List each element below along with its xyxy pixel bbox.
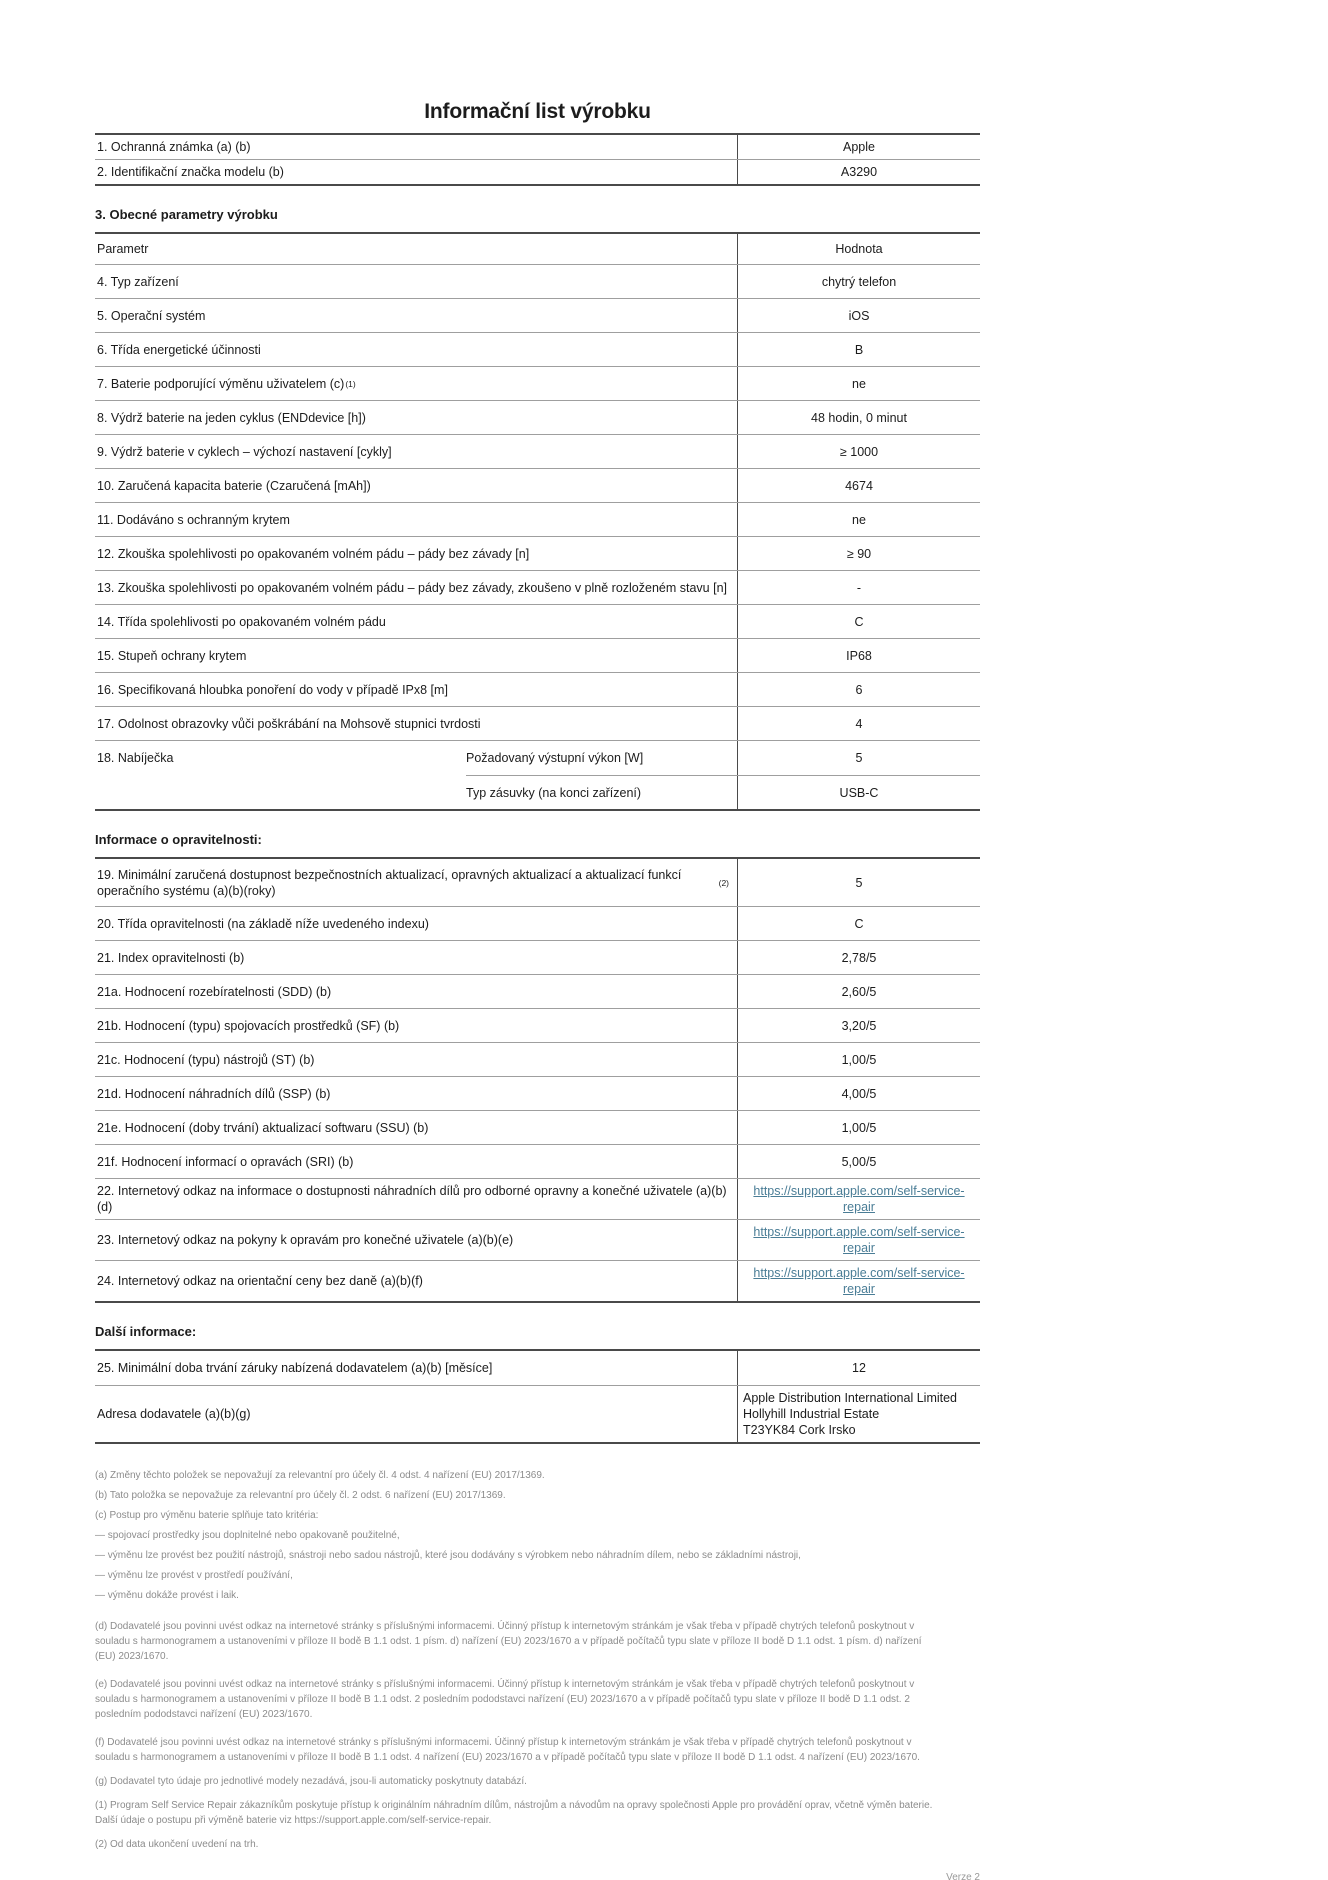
table-row xyxy=(95,859,980,906)
table-row xyxy=(95,332,980,366)
param-value xyxy=(737,1261,980,1301)
param-value: C xyxy=(737,907,980,940)
param-value: 5 xyxy=(737,741,980,775)
table-row-charger xyxy=(95,740,980,809)
section-heading-additional: Další informace: xyxy=(95,1324,197,1339)
table-row xyxy=(95,1110,980,1144)
param-value: 3,20/5 xyxy=(737,1009,980,1042)
table-row xyxy=(95,536,980,570)
table-row xyxy=(95,974,980,1008)
table-row xyxy=(95,672,980,706)
footnote: (g) Dodavatel tyto údaje pro jednotlivé modely nezadává, jsou-li automaticky poskytnuty databází. xyxy=(95,1776,527,1787)
param-value: 6 xyxy=(737,673,980,706)
param-label: 21. Index opravitelnosti (b) xyxy=(97,950,245,965)
table-row xyxy=(95,1178,980,1219)
general-parameters-table xyxy=(95,232,980,811)
footnote: — výměnu lze provést bez použití nástrojů, snástroji nebo sadou nástrojů, které jsou dodávány s výrobkem nebo náhradním dílem, nebo se základními nástroji, xyxy=(95,1550,801,1561)
param-label: 9. Výdrž baterie v cyklech – výchozí nastavení [cykly] xyxy=(97,444,392,459)
param-label: 21d. Hodnocení náhradních dílů (SSP) (b) xyxy=(97,1086,331,1101)
table-row xyxy=(95,638,980,672)
supplier-address xyxy=(737,1386,980,1442)
table-row xyxy=(95,434,980,468)
table-row xyxy=(95,400,980,434)
footnote: (1) Program Self Service Repair zákazníkům poskytuje přístup k originálním náhradním dílům, nástrojům a návodům na opravy společnosti Apple pro provádění oprav, včetně výměn baterie. Další údaje o postupu při výměně baterie viz https://support.apple.com/self-service-repair. xyxy=(95,1800,933,1826)
version-label: Verze 2 xyxy=(946,1872,980,1880)
param-label: 25. Minimální doba trvání záruky nabízená dodavatelem (a)(b) [měsíce] xyxy=(97,1361,493,1375)
param-label-text: 19. Minimální zaručená dostupnost bezpečnostních aktualizací, opravných aktualizací a aktualizací funkcí operačního systému (a)(b)(roky) xyxy=(97,867,682,898)
supplier-address-line: Apple Distribution International Limited xyxy=(743,1391,958,1405)
footnote: — výměnu dokáže provést i laik. xyxy=(95,1590,239,1601)
pricing-link[interactable]: https://support.apple.com/self-service-repair xyxy=(753,1266,965,1296)
column-header-value: Hodnota xyxy=(737,234,980,264)
param-label: 21c. Hodnocení (typu) nástrojů (ST) (b) xyxy=(97,1052,315,1067)
param-value: 1,00/5 xyxy=(737,1043,980,1076)
footnotes xyxy=(95,1466,943,1852)
table-row xyxy=(95,1042,980,1076)
param-value: chytrý telefon xyxy=(737,265,980,298)
param-label: 15. Stupeň ochrany krytem xyxy=(97,648,247,663)
param-value: 5 xyxy=(737,859,980,906)
table-row-supplier xyxy=(95,1385,980,1442)
repair-instructions-link[interactable]: https://support.apple.com/self-service-repair xyxy=(753,1225,965,1255)
param-label: 1. Ochranná známka (a) (b) xyxy=(97,140,251,154)
param-label: 8. Výdrž baterie na jeden cyklus (ENDdevice [h]) xyxy=(97,410,366,425)
param-label: 21e. Hodnocení (doby trvání) aktualizací softwaru (SSU) (b) xyxy=(97,1120,429,1135)
param-label: 20. Třída opravitelnosti (na základě níže uvedeného indexu) xyxy=(97,916,429,931)
param-value: 48 hodin, 0 minut xyxy=(737,401,980,434)
param-value: ne xyxy=(737,367,980,400)
subparam-label: Požadovaný výstupní výkon [W] xyxy=(466,751,644,765)
param-value xyxy=(737,1179,980,1219)
footnote: (2) Od data ukončení uvedení na trh. xyxy=(95,1839,259,1850)
identification-table xyxy=(95,133,980,186)
param-value: ≥ 1000 xyxy=(737,435,980,468)
param-label: 5. Operační systém xyxy=(97,308,206,323)
footnote: (f) Dodavatelé jsou povinni uvést odkaz na internetové stránky s příslušnými informacemi. Účinný přístup k internetovým stránkám je však třeba v případě chytrých telefonů poskytnout v souladu s harmonogramem a ustanoveními v příloze II bodě B 1.1 odst. 4 nařízení (EU) 2023/1670 a v případě počítačů typu slate v příloze II bodě D 1.1 odst. 4 nařízení (EU) 2023/1670. xyxy=(95,1737,920,1763)
param-label: 24. Internetový odkaz na orientační ceny bez daně (a)(b)(f) xyxy=(97,1274,423,1288)
param-value: USB-C xyxy=(737,776,980,809)
param-label: 17. Odolnost obrazovky vůči poškrábání na Mohsově stupnici tvrdosti xyxy=(97,716,481,731)
param-value: 5,00/5 xyxy=(737,1145,980,1178)
param-value: 4,00/5 xyxy=(737,1077,980,1110)
param-label: 21a. Hodnocení rozebíratelnosti (SDD) (b) xyxy=(97,984,332,999)
param-value: 12 xyxy=(737,1351,980,1385)
section-heading-general: 3. Obecné parametry výrobku xyxy=(95,207,278,222)
supplier-address-line: Hollyhill Industrial Estate xyxy=(743,1407,880,1421)
footnote: (a) Změny těchto položek se nepovažují za relevantní pro účely čl. 4 odst. 4 nařízení (EU) 2017/1369. xyxy=(95,1470,545,1481)
param-label: Adresa dodavatele (a)(b)(g) xyxy=(97,1407,251,1421)
table-row xyxy=(95,468,980,502)
param-label: 22. Internetový odkaz na informace o dostupnosti náhradních dílů pro odborné opravny a konečné uživatele (a)(b)(d) xyxy=(97,1184,727,1214)
table-row xyxy=(95,906,980,940)
param-value: 1,00/5 xyxy=(737,1111,980,1144)
section-heading-repairability: Informace o opravitelnosti: xyxy=(95,832,262,847)
table-row xyxy=(95,1144,980,1178)
param-value: - xyxy=(737,571,980,604)
param-label: 13. Zkouška spolehlivosti po opakovaném volném pádu – pády bez závady, zkoušeno v plně rozloženém stavu [n] xyxy=(97,580,727,595)
column-header-parameter: Parametr xyxy=(97,242,149,256)
param-value: 2,60/5 xyxy=(737,975,980,1008)
param-value: 2,78/5 xyxy=(737,941,980,974)
table-row xyxy=(95,1076,980,1110)
table-row xyxy=(95,1008,980,1042)
footnote: — výměnu lze provést v prostředí používání, xyxy=(95,1570,293,1581)
param-label: 16. Specifikovaná hloubka ponoření do vody v případě IPx8 [m] xyxy=(97,682,448,697)
table-row xyxy=(95,940,980,974)
table-row xyxy=(95,706,980,740)
table-row xyxy=(95,159,980,184)
supplier-address-line: T23YK84 Cork Irsko xyxy=(743,1423,856,1437)
param-value: Apple xyxy=(737,135,980,159)
param-value: C xyxy=(737,605,980,638)
table-row xyxy=(95,570,980,604)
table-row xyxy=(95,264,980,298)
page-title: Informační list výrobku xyxy=(424,100,651,123)
table-row xyxy=(95,1351,980,1385)
param-label: 19. Minimální zaručená dostupnost bezpečnostních aktualizací, opravných aktualizací a aktualizací funkcí operačního systému (a)(b)(roky) (2) xyxy=(97,867,729,898)
param-label: 12. Zkouška spolehlivosti po opakovaném volném pádu – pády bez závady [n] xyxy=(97,546,530,561)
spare-parts-link[interactable]: https://support.apple.com/self-service-repair xyxy=(753,1184,965,1214)
charger-sub-rows xyxy=(466,741,980,809)
param-label: 10. Zaručená kapacita baterie (Czaručená [mAh]) xyxy=(97,478,371,493)
param-value: IP68 xyxy=(737,639,980,672)
param-value: ≥ 90 xyxy=(737,537,980,570)
product-information-sheet xyxy=(95,0,980,1880)
param-label: 2. Identifikační značka modelu (b) xyxy=(97,165,284,179)
param-value: 4674 xyxy=(737,469,980,502)
param-label: 23. Internetový odkaz na pokyny k opravám pro konečné uživatele (a)(b)(e) xyxy=(97,1233,514,1247)
param-label: 18. Nabíječka xyxy=(97,751,174,765)
footnote: — spojovací prostředky jsou doplnitelné nebo opakovaně použitelné, xyxy=(95,1530,400,1541)
param-label: 4. Typ zařízení xyxy=(97,274,179,289)
table-subrow xyxy=(466,775,980,809)
table-row xyxy=(95,1219,980,1260)
additional-information-table xyxy=(95,1349,980,1444)
table-row xyxy=(95,604,980,638)
table-subrow xyxy=(466,741,980,775)
footnote: (c) Postup pro výměnu baterie splňuje tato kritéria: xyxy=(95,1510,319,1521)
param-value: B xyxy=(737,333,980,366)
param-value: ne xyxy=(737,503,980,536)
param-label: 7. Baterie podporující výměnu uživatelem (c) (1) xyxy=(97,376,356,391)
table-row xyxy=(95,298,980,332)
param-value xyxy=(737,1220,980,1260)
param-label: 21b. Hodnocení (typu) spojovacích prostředků (SF) (b) xyxy=(97,1018,400,1033)
subparam-label: Typ zásuvky (na konci zařízení) xyxy=(466,785,642,800)
param-label: 11. Dodáváno s ochranným krytem xyxy=(97,512,290,527)
param-value: iOS xyxy=(737,299,980,332)
param-label: 14. Třída spolehlivosti po opakovaném volném pádu xyxy=(97,614,386,629)
footnote: (d) Dodavatelé jsou povinni uvést odkaz na internetové stránky s příslušnými informacemi. Účinný přístup k internetovým stránkám je však třeba v případě chytrých telefonů poskytnout v souladu s harmonogramem a ustanoveními v příloze II bodě B 1.1 odst. 1 písm. d) nařízení (EU) 2023/1670 a v případě počítačů typu slate v příloze II bodě D 1.1 odst. 1 písm. d) nařízení (EU) 2023/1670. xyxy=(95,1621,922,1662)
table-header-row xyxy=(95,234,980,264)
param-value: 4 xyxy=(737,707,980,740)
param-label-text: 7. Baterie podporující výměnu uživatelem (c) xyxy=(97,376,345,391)
footnote: (b) Tato položka se nepovažuje za relevantní pro účely čl. 2 odst. 6 nařízení (EU) 2017/1369. xyxy=(95,1490,506,1501)
repairability-table xyxy=(95,857,980,1303)
table-row xyxy=(95,502,980,536)
param-value: A3290 xyxy=(737,160,980,184)
param-label: 6. Třída energetické účinnosti xyxy=(97,342,261,357)
param-label: 21f. Hodnocení informací o opravách (SRI) (b) xyxy=(97,1154,354,1169)
table-row xyxy=(95,366,980,400)
table-row xyxy=(95,1260,980,1301)
footnote: (e) Dodavatelé jsou povinni uvést odkaz na internetové stránky s příslušnými informacemi. Účinný přístup k internetovým stránkám je však třeba v případě chytrých telefonů poskytnout v souladu s harmonogramem a ustanoveními v příloze II bodě B 1.1 odst. 2 posledním pododstavci nařízení (EU) 2023/1670 a v případě počítačů typu slate v příloze II bodě D 1.1 odst. 2 posledním pododstavci nařízení (EU) 2023/1670. xyxy=(95,1679,915,1720)
table-row xyxy=(95,135,980,159)
